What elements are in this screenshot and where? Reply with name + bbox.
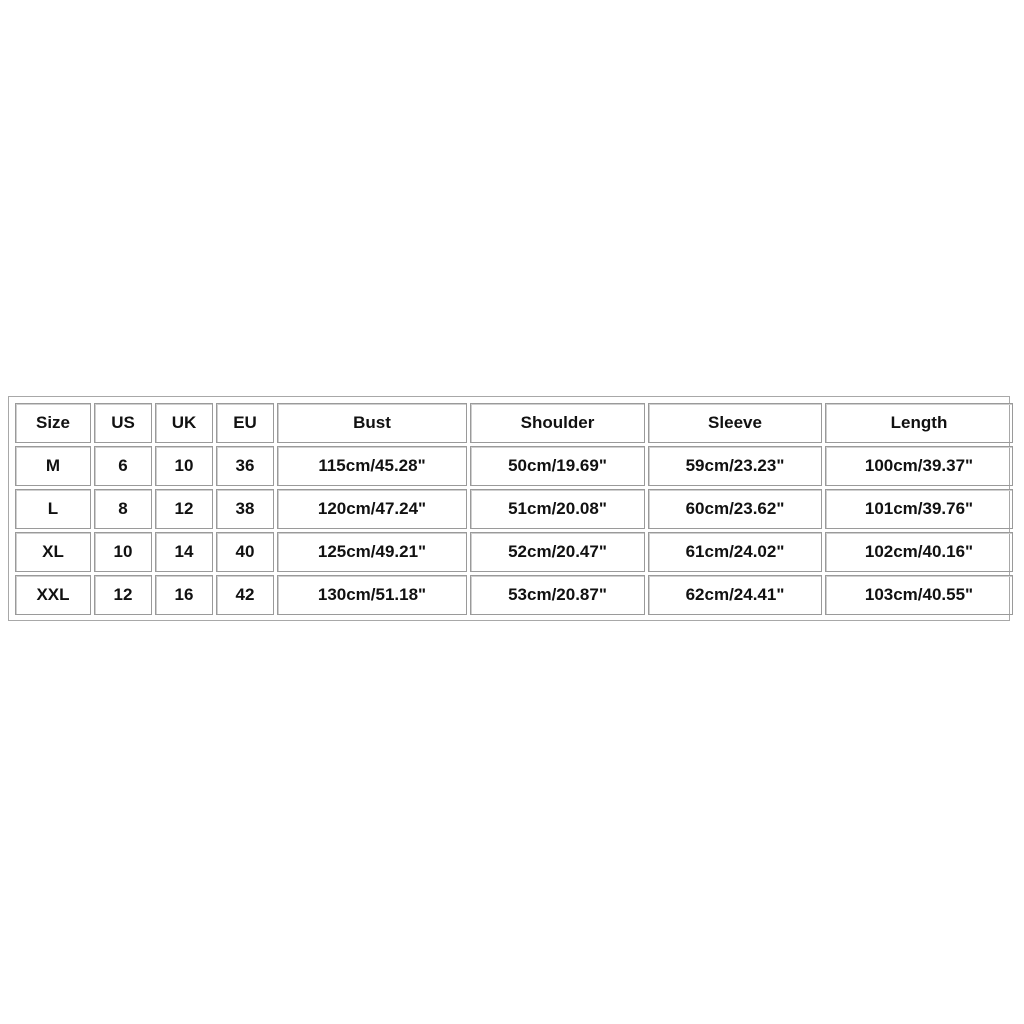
cell-us: 8 xyxy=(94,489,152,529)
cell-us: 10 xyxy=(94,532,152,572)
cell-uk: 10 xyxy=(155,446,213,486)
header-size: Size xyxy=(15,403,91,443)
cell-bust: 115cm/45.28" xyxy=(277,446,467,486)
table-row xyxy=(15,575,1013,615)
header-eu: EU xyxy=(216,403,274,443)
cell-length: 100cm/39.37" xyxy=(825,446,1013,486)
cell-uk: 16 xyxy=(155,575,213,615)
cell-sleeve: 61cm/24.02" xyxy=(648,532,822,572)
header-bust: Bust xyxy=(277,403,467,443)
cell-shoulder: 52cm/20.47" xyxy=(470,532,645,572)
cell-eu: 40 xyxy=(216,532,274,572)
size-chart xyxy=(8,396,1010,621)
cell-length: 103cm/40.55" xyxy=(825,575,1013,615)
cell-bust: 125cm/49.21" xyxy=(277,532,467,572)
cell-uk: 12 xyxy=(155,489,213,529)
cell-shoulder: 51cm/20.08" xyxy=(470,489,645,529)
header-length: Length xyxy=(825,403,1013,443)
header-uk: UK xyxy=(155,403,213,443)
cell-sleeve: 62cm/24.41" xyxy=(648,575,822,615)
cell-eu: 42 xyxy=(216,575,274,615)
cell-uk: 14 xyxy=(155,532,213,572)
cell-us: 6 xyxy=(94,446,152,486)
cell-sleeve: 59cm/23.23" xyxy=(648,446,822,486)
header-sleeve: Sleeve xyxy=(648,403,822,443)
header-shoulder: Shoulder xyxy=(470,403,645,443)
table-row xyxy=(15,532,1013,572)
cell-shoulder: 50cm/19.69" xyxy=(470,446,645,486)
cell-eu: 36 xyxy=(216,446,274,486)
cell-size: XL xyxy=(15,532,91,572)
header-row xyxy=(15,403,1013,443)
cell-shoulder: 53cm/20.87" xyxy=(470,575,645,615)
table-row xyxy=(15,489,1013,529)
cell-length: 102cm/40.16" xyxy=(825,532,1013,572)
size-chart-table xyxy=(12,400,1016,618)
table-row xyxy=(15,446,1013,486)
cell-eu: 38 xyxy=(216,489,274,529)
cell-size: L xyxy=(15,489,91,529)
cell-size: XXL xyxy=(15,575,91,615)
header-us: US xyxy=(94,403,152,443)
cell-us: 12 xyxy=(94,575,152,615)
cell-sleeve: 60cm/23.62" xyxy=(648,489,822,529)
cell-bust: 130cm/51.18" xyxy=(277,575,467,615)
cell-size: M xyxy=(15,446,91,486)
cell-length: 101cm/39.76" xyxy=(825,489,1013,529)
cell-bust: 120cm/47.24" xyxy=(277,489,467,529)
